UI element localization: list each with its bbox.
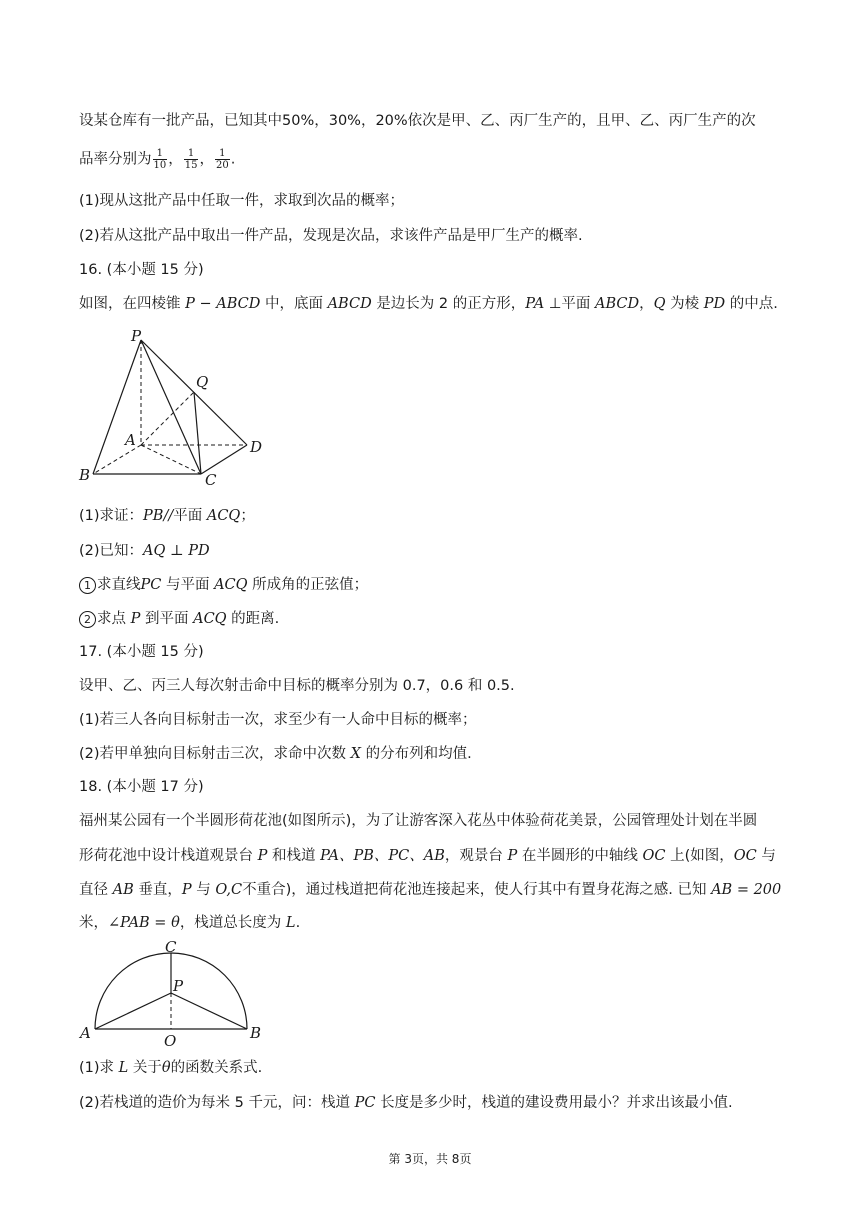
label-b: B [250,1024,262,1042]
problem-16-header: 16. (本小题 15 分) [79,262,204,278]
intro-line-1: 设某仓库有一批产品，已知其中50%，30%，20%依次是甲、乙、丙厂生产的，且甲、乙、丙厂生产的次 [79,113,756,129]
problem-17-header: 17. (本小题 15 分) [79,644,204,660]
problem-18-header: 18. (本小题 17 分) [79,779,204,795]
label-q: Q [196,373,209,391]
label-c: C [165,938,177,956]
circled-1-marker: 1 [79,577,96,594]
pyramid-figure [75,324,275,494]
problem-18-line-3: 直径 AB 垂直，P 与 O,C不重合)，通过栈道把荷花池连接起来，使人行其中有置身花海之感. 已知 AB = 200 [79,882,782,898]
problem-18-line-2: 形荷花池中设计栈道观景台 P 和栈道 PA、PB、PC、AB，观景台 P 在半圆形的中轴线 OC 上(如图，OC 与 [79,848,776,864]
problem-16-sub1: 1 求直线PC 与平面 ACQ 所成角的正弦值； [79,575,368,595]
segment-pa [95,993,171,1029]
intro-line-2: 品率分别为 $\frac{1}{10}$ ， $\frac{1}{15}$ ， $\frac{1}{20}$ . [79,148,236,171]
segment-pb [171,993,247,1029]
problem-17-stem: 设甲、乙、丙三人每次射击命中目标的概率分别为 0.7，0.6 和 0.5. [79,678,515,694]
page-footer: 第 3页，共 8页 [388,1152,472,1166]
fraction-2: $\frac{1}{15}$ [184,148,198,171]
label-a: A [80,1024,91,1042]
problem-16-q1: (1)求证：PB//平面 ACQ； [79,508,255,524]
intro-question-1: (1)现从这批产品中任取一件，求取到次品的概率； [79,193,405,209]
label-c: C [205,471,217,489]
fraction-1: $\frac{1}{10}$ [153,148,167,171]
label-a: A [125,431,136,449]
label-o: O [164,1032,177,1048]
edge-pb [93,340,141,474]
label-b: B [79,466,91,484]
label-d: D [250,438,263,456]
problem-16-stem: 如图，在四棱锥 P − ABCD 中，底面 ABCD 是边长为 2 的正方形，PA ⊥平面 ABCD，Q 为棱 PD 的中点. [79,296,778,312]
problem-16-sub2: 2 求点 P 到平面 ACQ 的距离. [79,609,279,629]
edge-cd [201,445,247,474]
problem-18-line-1: 福州某公园有一个半圆形荷花池(如图所示)，为了让游客深入花丛中体验荷花美景，公园管理处计划在半圆 [79,813,758,829]
edge-ac [141,445,201,474]
circled-2-marker: 2 [79,611,96,628]
problem-18-q2: (2)若栈道的造价为每米 5 千元，问：栈道 PC 长度是多少时，栈道的建设费用最小？并求出该最小值. [79,1095,733,1111]
problem-17-q1: (1)若三人各向目标射击一次，求至少有一人命中目标的概率； [79,712,477,728]
label-p: P [131,327,142,345]
edge-pc [141,340,201,474]
semicircle-figure [75,938,275,1048]
problem-18-q1: (1)求 L 关于θ的函数关系式. [79,1060,263,1076]
problem-18-line-4: 米，∠PAB = θ，栈道总长度为 L. [79,915,301,931]
problem-16-q2: (2)已知：AQ ⊥ PD [79,543,210,559]
fraction-3: $\frac{1}{20}$ [215,148,229,171]
intro-question-2: (2)若从这批产品中取出一件产品，发现是次品，求该件产品是甲厂生产的概率. [79,228,583,244]
edge-ab [93,445,141,474]
label-p: P [173,977,184,995]
problem-17-q2: (2)若甲单独向目标射击三次，求命中次数 X 的分布列和均值. [79,746,472,762]
